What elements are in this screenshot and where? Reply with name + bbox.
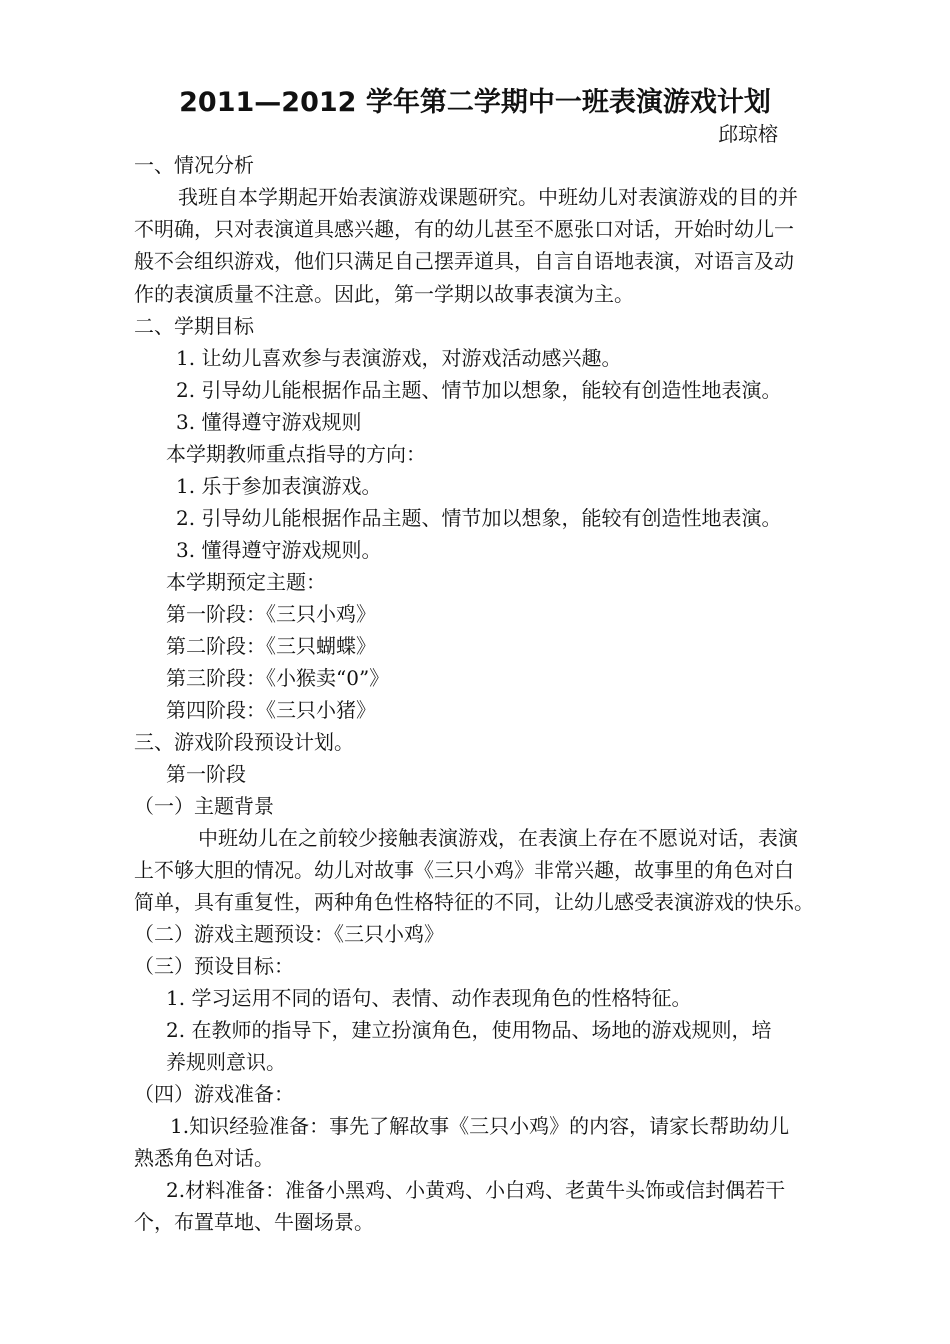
subsection-heading: （一）主题背景 xyxy=(134,794,274,818)
section1-line: 般不会组织游戏，他们只满足自己摆弄道具，自言自语地表演，对语言及动 xyxy=(134,249,794,273)
section2-heading: 二、学期目标 xyxy=(134,314,254,338)
direction-item: 3. 懂得遵守游戏规则。 xyxy=(176,538,382,562)
section1-line: 我班自本学期起开始表演游戏课题研究。中班幼儿对表演游戏的目的并 xyxy=(178,185,798,209)
section1-heading: 一、情况分析 xyxy=(134,153,254,177)
theme-item: 第四阶段：《三只小猪》 xyxy=(166,698,376,722)
subsection-heading: （四）游戏准备： xyxy=(134,1082,294,1106)
stage-label: 第一阶段 xyxy=(166,762,246,786)
theme-item: 第二阶段：《三只蝴蝶》 xyxy=(166,634,376,658)
preparation-line: 个，布置草地、牛圈场景。 xyxy=(134,1210,374,1234)
target-item: 1. 学习运用不同的语句、表情、动作表现角色的性格特征。 xyxy=(166,986,692,1010)
background-line: 简单，具有重复性，两种角色性格特征的不同，让幼儿感受表演游戏的快乐。 xyxy=(134,890,814,914)
direction-item: 1. 乐于参加表演游戏。 xyxy=(176,474,382,498)
background-line: 上不够大胆的情况。幼儿对故事《三只小鸡》非常兴趣，故事里的角色对白 xyxy=(134,858,794,882)
goal-item: 2. 引导幼儿能根据作品主题、情节加以想象，能较有创造性地表演。 xyxy=(176,378,782,402)
theme-heading: 本学期预定主题： xyxy=(166,570,326,594)
target-item: 2. 在教师的指导下，建立扮演角色，使用物品、场地的游戏规则，培 xyxy=(166,1018,772,1042)
section3-heading: 三、游戏阶段预设计划。 xyxy=(134,730,354,754)
theme-item: 第三阶段：《小猴卖“0”》 xyxy=(166,666,390,690)
author-name: 邱琼榕 xyxy=(718,122,778,146)
preparation-line: 1.知识经验准备：事先了解故事《三只小鸡》的内容，请家长帮助幼儿 xyxy=(170,1114,790,1138)
section1-line: 不明确，只对表演道具感兴趣，有的幼儿甚至不愿张口对话，开始时幼儿一 xyxy=(134,217,794,241)
section1-line: 作的表演质量不注意。因此，第一学期以故事表演为主。 xyxy=(134,282,634,306)
target-item-continued: 养规则意识。 xyxy=(166,1050,286,1074)
goal-item: 1. 让幼儿喜欢参与表演游戏，对游戏活动感兴趣。 xyxy=(176,346,622,370)
direction-item: 2. 引导幼儿能根据作品主题、情节加以想象，能较有创造性地表演。 xyxy=(176,506,782,530)
preparation-line: 熟悉角色对话。 xyxy=(134,1146,274,1170)
background-line: 中班幼儿在之前较少接触表演游戏，在表演上存在不愿说对话，表演 xyxy=(198,826,798,850)
direction-heading: 本学期教师重点指导的方向： xyxy=(166,442,426,466)
subsection-heading: （二）游戏主题预设：《三只小鸡》 xyxy=(134,922,444,946)
goal-item: 3. 懂得遵守游戏规则 xyxy=(176,410,362,434)
subsection-heading: （三）预设目标： xyxy=(134,954,294,978)
theme-item: 第一阶段：《三只小鸡》 xyxy=(166,602,376,626)
document-title: 2011—2012 学年第二学期中一班表演游戏计划 xyxy=(179,87,771,118)
preparation-line: 2.材料准备：准备小黑鸡、小黄鸡、小白鸡、老黄牛头饰或信封偶若干 xyxy=(166,1178,786,1202)
